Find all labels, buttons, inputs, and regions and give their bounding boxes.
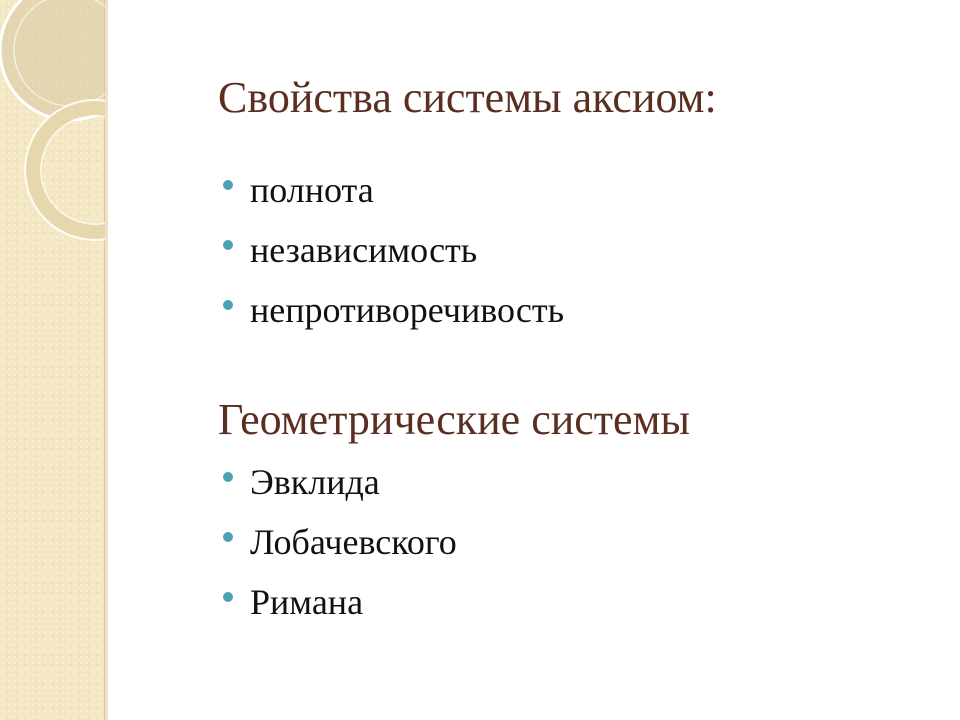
side-panel-edge [105, 0, 108, 720]
list-item-label: Эвклида [250, 462, 380, 502]
bullet-dot-icon [223, 300, 233, 310]
axiom-properties-list [218, 170, 564, 350]
bullet-dot-icon [223, 180, 233, 190]
bullet-dot-icon [223, 240, 233, 250]
list-item [218, 230, 564, 290]
decorative-ring-middle [33, 108, 105, 232]
decorative-side-panel [0, 0, 105, 720]
list-item [218, 582, 457, 642]
list-item [218, 522, 457, 582]
section-title-axiom-properties: Свойства системы аксиом: [218, 73, 717, 122]
bullet-dot-icon [223, 532, 233, 542]
bullet-dot-icon [223, 472, 233, 482]
list-item [218, 290, 564, 350]
list-item [218, 462, 457, 522]
slide-content [218, 0, 938, 720]
list-item [218, 170, 564, 230]
list-item-label: Римана [250, 582, 364, 622]
section-title-geometric-systems: Геометрические системы [218, 395, 690, 444]
list-item-label: полнота [250, 170, 374, 210]
geometric-systems-list [218, 462, 457, 642]
list-item-label: независимость [250, 230, 478, 270]
decorative-rings-graphic [0, 0, 105, 720]
list-item-label: непротиворечивость [250, 290, 565, 330]
list-item-label: Лобачевского [250, 522, 457, 562]
bullet-dot-icon [223, 592, 233, 602]
